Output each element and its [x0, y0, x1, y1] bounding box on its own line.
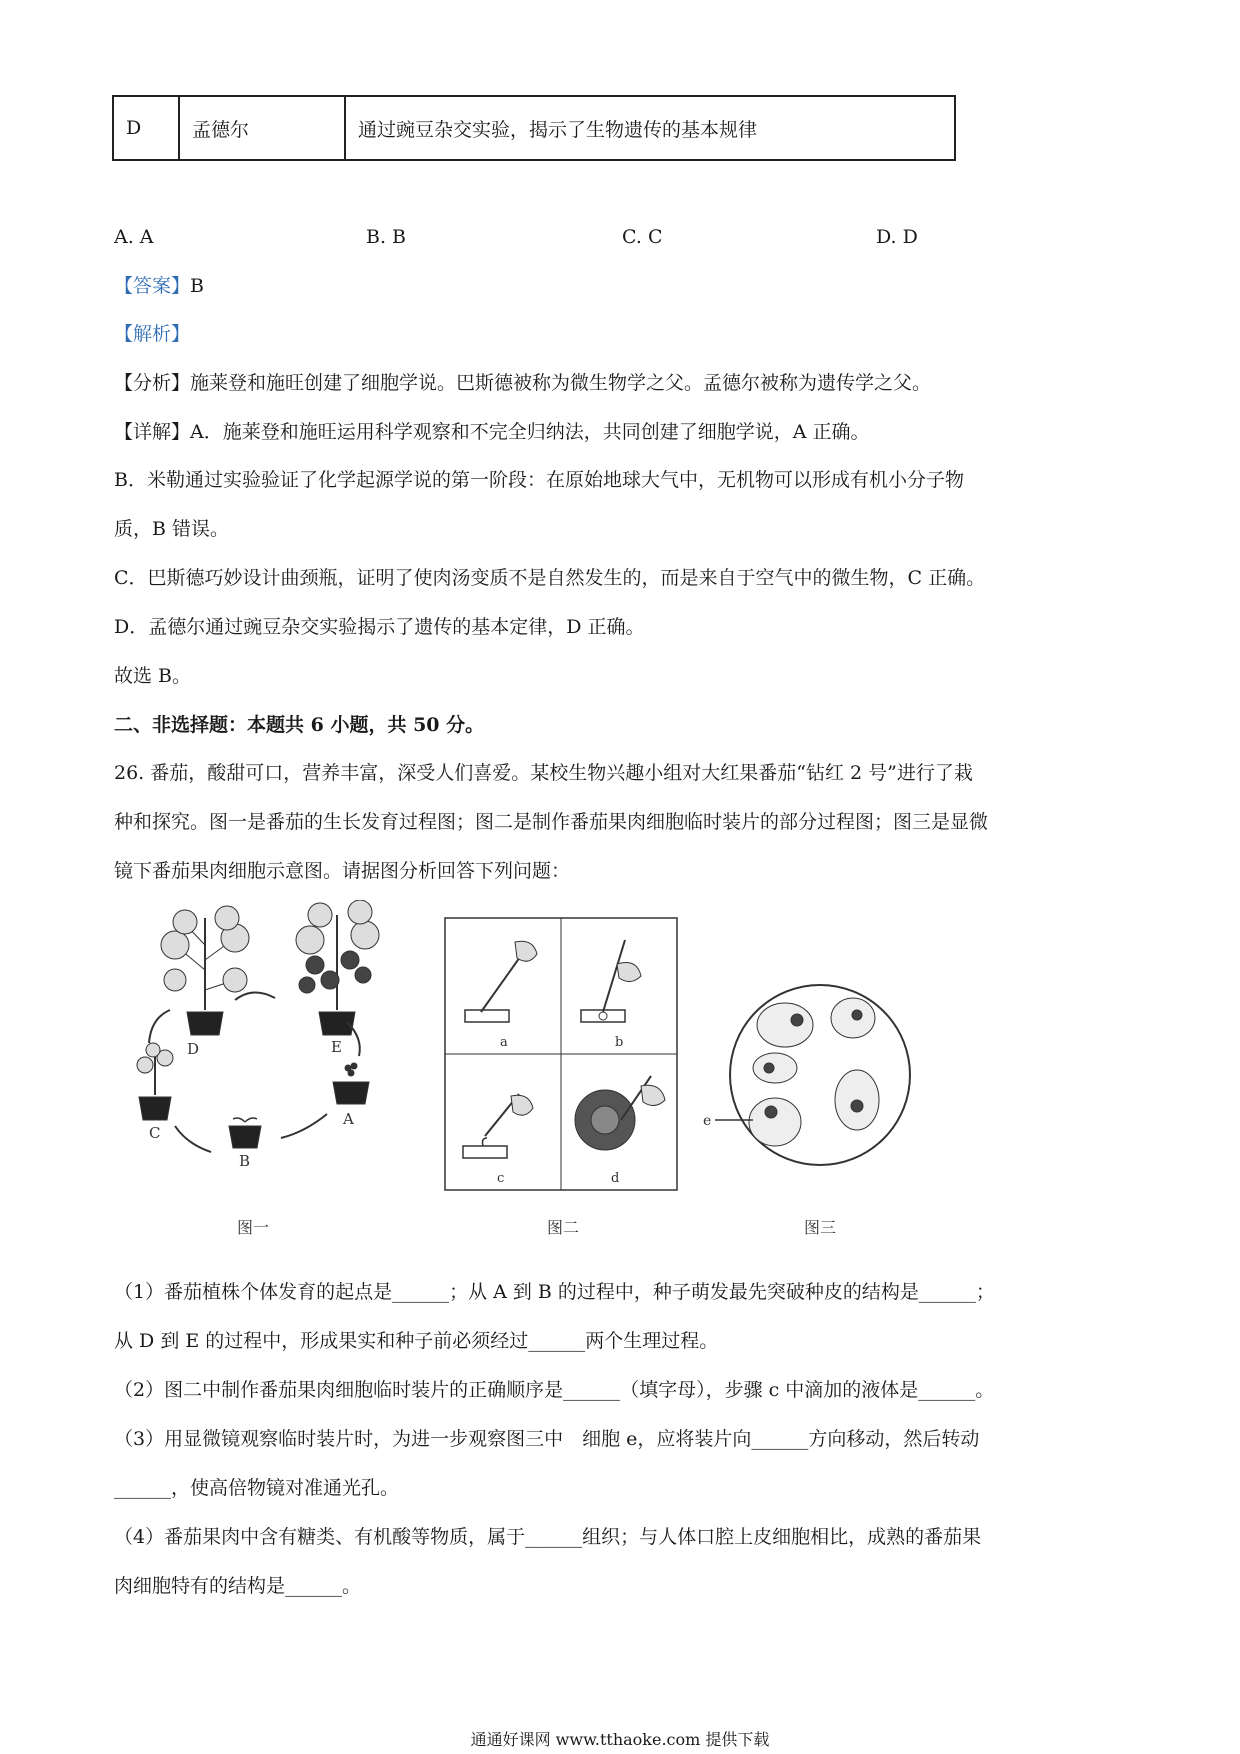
sub-question-3-line2: ______，使高倍物镜对准通光孔。	[114, 1477, 400, 1499]
step-label-c: c	[497, 1171, 505, 1186]
question-26-line2: 种和探究。图一是番茄的生长发育过程图；图二是制作番茄果肉细胞临时装片的部分过程图；图三是显微	[114, 811, 989, 833]
slide-preparation-diagram	[445, 918, 677, 1237]
figure-3-caption: 图三	[804, 1218, 837, 1237]
tomato-cell	[835, 1070, 879, 1130]
seedling-pot-b	[229, 1118, 261, 1148]
sub-question-3-line1: （3）用显微镜观察临时装片时，为进一步观察图三中 细胞 e，应将装片向______方向移动，然后转动	[114, 1428, 980, 1450]
question-26-line3: 镜下番茄果肉细胞示意图。请据图分析回答下列问题：	[114, 860, 571, 882]
figure-2-caption: 图二	[547, 1218, 580, 1237]
answer-tag: 【答案】	[114, 275, 191, 297]
answer-line	[114, 274, 204, 298]
step-b-panel	[581, 940, 641, 1050]
option-c: C. C	[622, 226, 663, 248]
young-plant-c	[137, 1043, 173, 1120]
step-label-d: d	[611, 1171, 620, 1186]
table-row	[113, 96, 955, 160]
sub-question-1-line2: 从 D 到 E 的过程中，形成果实和种子前必须经过______两个生理过程。	[114, 1330, 719, 1352]
sub-question-4-line2: 肉细胞特有的结构是______。	[114, 1575, 362, 1597]
tomato-cell	[757, 1003, 813, 1047]
section-title: 二、非选择题：本题共 6 小题，共 50 分。	[114, 714, 485, 736]
sub-question-2: （2）图二中制作番茄果肉细胞临时装片的正确顺序是______（填字母），步骤 c 中滴加的液体是______。	[114, 1379, 995, 1401]
table-cell-option: D	[113, 96, 179, 160]
tomato-cell-e	[749, 1098, 801, 1146]
figure-1-caption: 图一	[237, 1218, 270, 1237]
answer-value: B	[190, 275, 204, 297]
question-figure	[135, 900, 965, 1260]
tomato-cell	[753, 1053, 797, 1083]
table-cell-achievement: 通过豌豆杂交实验，揭示了生物遗传的基本规律	[345, 96, 955, 160]
sub-question-1-line1: （1）番茄植株个体发育的起点是______；从 A 到 B 的过程中，种子萌发最先突破种皮的结构是______；	[114, 1281, 995, 1303]
option-b: B. B	[366, 226, 407, 248]
option-a: A. A	[114, 226, 154, 248]
stage-label-e: E	[331, 1038, 342, 1056]
analysis-d: D．孟德尔通过豌豆杂交实验揭示了遗传的基本定律，D 正确。	[114, 616, 645, 638]
analysis-fenxi: 【分析】施莱登和施旺创建了细胞学说。巴斯德被称为微生物学之父。孟德尔被称为遗传学之父。	[114, 372, 932, 394]
step-label-b: b	[615, 1035, 624, 1050]
analysis-b-line2: 质，B 错误。	[114, 518, 230, 540]
analysis-xiangjie: 【详解】A．施莱登和施旺运用科学观察和不完全归纳法，共同创建了细胞学说，A 正确。	[114, 421, 870, 443]
page-footer: 通通好课网 www.tthaoke.com 提供下载	[470, 1730, 770, 1749]
question-26-line1: 26. 番茄，酸甜可口，营养丰富，深受人们喜爱。某校生物兴趣小组对大红果番茄“钻红 2 号”进行了栽	[114, 762, 973, 784]
analysis-c: C．巴斯德巧妙设计曲颈瓶，证明了使肉汤变质不是自然发生的，而是来自于空气中的微生物，C 正确。	[114, 567, 986, 589]
tomato-cell	[831, 998, 875, 1038]
cell-label-e: e	[703, 1113, 712, 1129]
option-table	[112, 95, 956, 161]
step-label-a: a	[500, 1035, 508, 1050]
tomato-plant-e	[296, 900, 379, 1035]
seed-pot-a	[333, 1063, 369, 1104]
analysis-tag: 【解析】	[114, 323, 191, 345]
tomato-plant-d	[161, 906, 249, 1035]
plant-life-cycle-diagram	[137, 900, 379, 1237]
stage-label-b: B	[239, 1152, 251, 1170]
analysis-b-line1: B．米勒通过实验验证了化学起源学说的第一阶段：在原始地球大气中，无机物可以形成有机小分子物	[114, 469, 964, 491]
option-d: D. D	[876, 226, 918, 248]
step-a-panel	[465, 941, 537, 1050]
step-c-panel	[463, 1094, 533, 1186]
stage-label-d: D	[187, 1040, 200, 1058]
stage-label-a: A	[343, 1110, 354, 1128]
stage-label-c: C	[149, 1124, 161, 1142]
table-cell-scientist: 孟德尔	[179, 96, 345, 160]
choose-line: 故选 B。	[114, 665, 192, 687]
sub-question-4-line1: （4）番茄果肉中含有糖类、有机酸等物质，属于______组织；与人体口腔上皮细胞相比，成熟的番茄果	[114, 1526, 982, 1548]
microscope-view-diagram	[703, 985, 910, 1237]
step-d-panel	[575, 1076, 665, 1186]
